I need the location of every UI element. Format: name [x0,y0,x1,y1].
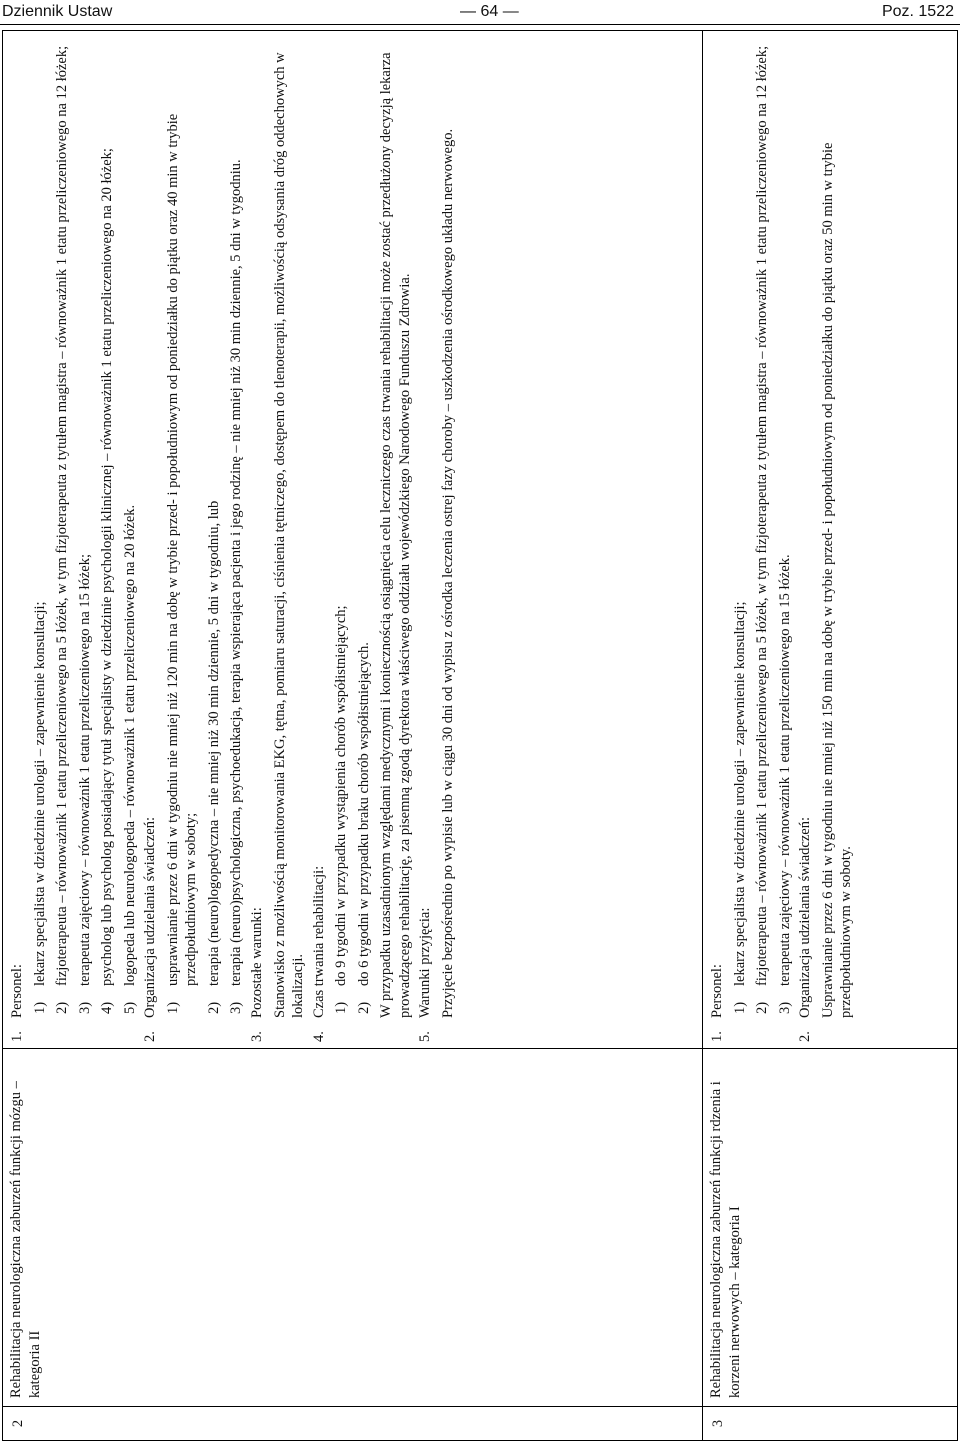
item-number: 1) [31,1001,48,1014]
section-title: Personel: [9,964,25,1018]
section [248,37,308,1042]
section-number: 5. [417,1031,434,1042]
item-number: 2) [205,1001,222,1014]
list-item [98,37,117,1018]
list-item [205,37,224,1018]
journal-title: Dziennik Ustaw [2,3,113,20]
item-number: 1) [333,1001,350,1014]
item-number: 3) [76,1001,93,1014]
list-item [731,37,750,1018]
list-item [121,37,140,1018]
section-title: Personel: [709,964,725,1018]
section-number: 2. [142,1031,159,1042]
section-body [8,37,139,1018]
section [141,37,246,1042]
row-requirements [703,31,958,1049]
item-text: psycholog lub psycholog posiadający tytuł specjalisty w dziedzinie psychologii klinicznej – równoważnik 1 etatu przeliczeniowego na 20 łóżek; [99,148,116,986]
list-item [776,37,795,1018]
item-text: lekarz specjalista w dziedzinie urologii – zapewnienie konsultacji; [31,601,48,986]
table-body [3,31,958,1441]
rotated-table-container [2,31,958,1441]
list-item [332,37,351,1018]
section-title: Organizacja udzielania świadczeń: [797,816,814,1018]
item-number: 3) [228,1001,245,1014]
position-number: Poz. 1522 [881,3,954,20]
section-body [796,37,856,1018]
table-row [703,31,958,1441]
item-text: do 9 tygodni w przypadku wystąpienia chorób współistniejących; [333,605,350,986]
row-name: Rehabilitacja neurologiczna zaburzeń funkcji rdzenia i korzeni nerwowych – kategoria I [703,1049,958,1407]
item-text: do 6 tygodni w przypadku braku chorób współistniejących. [355,642,372,986]
item-number: 4) [99,1001,116,1014]
page-number: — 64 — [460,3,519,20]
section-title: Organizacja udzielania świadczeń: [142,816,159,1018]
row-number: 3 [703,1407,958,1441]
item-number: 2) [54,1001,71,1014]
item-text: fizjoterapeuta – równoważnik 1 etatu przeliczeniowego na 5 łóżek, w tym fizjoterapeuta z tytułem magistra – równoważnik 1 etatu przeliczeniowego na 12 łóżek; [754,45,771,986]
section-title: Pozostałe warunki: [249,907,266,1018]
list-item [753,37,772,1018]
section-number: 1. [709,1031,725,1042]
item-text: terapeuta zajęciowy – równoważnik 1 etatu przeliczeniowego na 15 łóżek. [776,554,793,986]
section [708,37,794,1042]
section-paragraph: Usprawnianie przez 6 dni w tygodniu nie mniej niż 150 min na dobę w trybie przed- i popołudniowym od poniedziałku do piątku oraz 50 min w trybie przedpołudniowym w soboty. [819,142,855,1018]
item-number: 2) [355,1001,372,1014]
section-title: Czas trwania rehabilitacji: [310,865,327,1018]
section-paragraph: W przypadku uzasadnionym względami medycznymi i koniecznością osiągnięcia celu leczniczego czas trwania rehabilitacji może zostać przedłużony decyzją lekarza prowadzącego rehabilitację, za pisemną zgodą dyrektora właściwego oddziału wojewódzkiego Narodowego Funduszu Zdrowia. [378,52,413,1018]
table-row [3,31,703,1441]
section-number: 2. [797,1031,814,1042]
section-paragraph: Stanowisko z możliwością monitorowania EKG, tętna, pomiaru saturacji, ciśnienia tętniczego, dostępem do tlenoterapii, możliwością odsysania dróg oddechowych w lokalizacji. [271,52,307,1018]
row-number: 2 [3,1407,703,1441]
section [796,37,856,1042]
row-name: Rehabilitacja neurologiczna zaburzeń funkcji mózgu – kategoria II [3,1049,703,1407]
section-body [248,37,308,1018]
section-number: 3. [249,1031,266,1042]
list-item [355,37,374,1018]
item-text: terapeuta zajęciowy – równoważnik 1 etatu przeliczeniowego na 15 łóżek; [76,554,93,986]
section-paragraph: Przyjęcie bezpośrednio po wypisie lub w ciągu 30 dni od wypisu z ośrodka leczenia ostrej fazy choroby – uszkodzenia ośrodkowego układu nerwowego. [439,128,456,1018]
item-number: 1) [164,1001,181,1014]
list-item [31,37,50,1018]
page-header [0,0,960,24]
item-text: fizjoterapeuta – równoważnik 1 etatu przeliczeniowego na 5 łóżek, w tym fizjoterapeuta z tytułem magistra – równoważnik 1 etatu przeliczeniowego na 12 łóżek; [54,45,71,986]
section-body [310,37,415,1018]
item-text: logopeda lub neurologopeda – równoważnik 1 etatu przeliczeniowego na 20 łóżek. [121,504,138,986]
item-number: 2) [754,1001,771,1014]
section [8,37,139,1042]
item-text: usprawnianie przez 6 dni w tygodniu nie mniej niż 120 min na dobę w trybie przed- i popołudniowym od poniedziałku do piątku oraz 40 min w trybie przedpołudniowym w soboty; [164,113,200,986]
section-body [416,37,457,1018]
section [310,37,415,1042]
section-body [708,37,794,1018]
row-requirements [3,31,703,1049]
section-number: 1. [9,1031,25,1042]
list-item [164,37,201,1018]
section-number: 4. [310,1031,327,1042]
section-body [141,37,246,1018]
rehabilitation-table [2,30,958,1441]
list-item [53,37,72,1018]
header-rule [0,24,960,25]
section [416,37,457,1042]
section-title: Warunki przyjęcia: [417,907,434,1018]
item-number: 1) [731,1001,748,1014]
item-text: terapia (neuro)psychologiczna, psychoedukacja, terapia wspierająca pacjenta i jego rodzinę – nie mniej niż 30 min dziennie, 5 dni w tygodniu. [228,159,245,986]
list-item [227,37,246,1018]
item-number: 3) [776,1001,793,1014]
item-text: terapia (neuro)logopedyczna – nie mniej niż 30 min dziennie, 5 dni w tygodniu, lub [205,500,222,986]
item-text: lekarz specjalista w dziedzinie urologii – zapewnienie konsultacji; [731,601,748,986]
item-number: 5) [121,1001,138,1014]
list-item [76,37,95,1018]
